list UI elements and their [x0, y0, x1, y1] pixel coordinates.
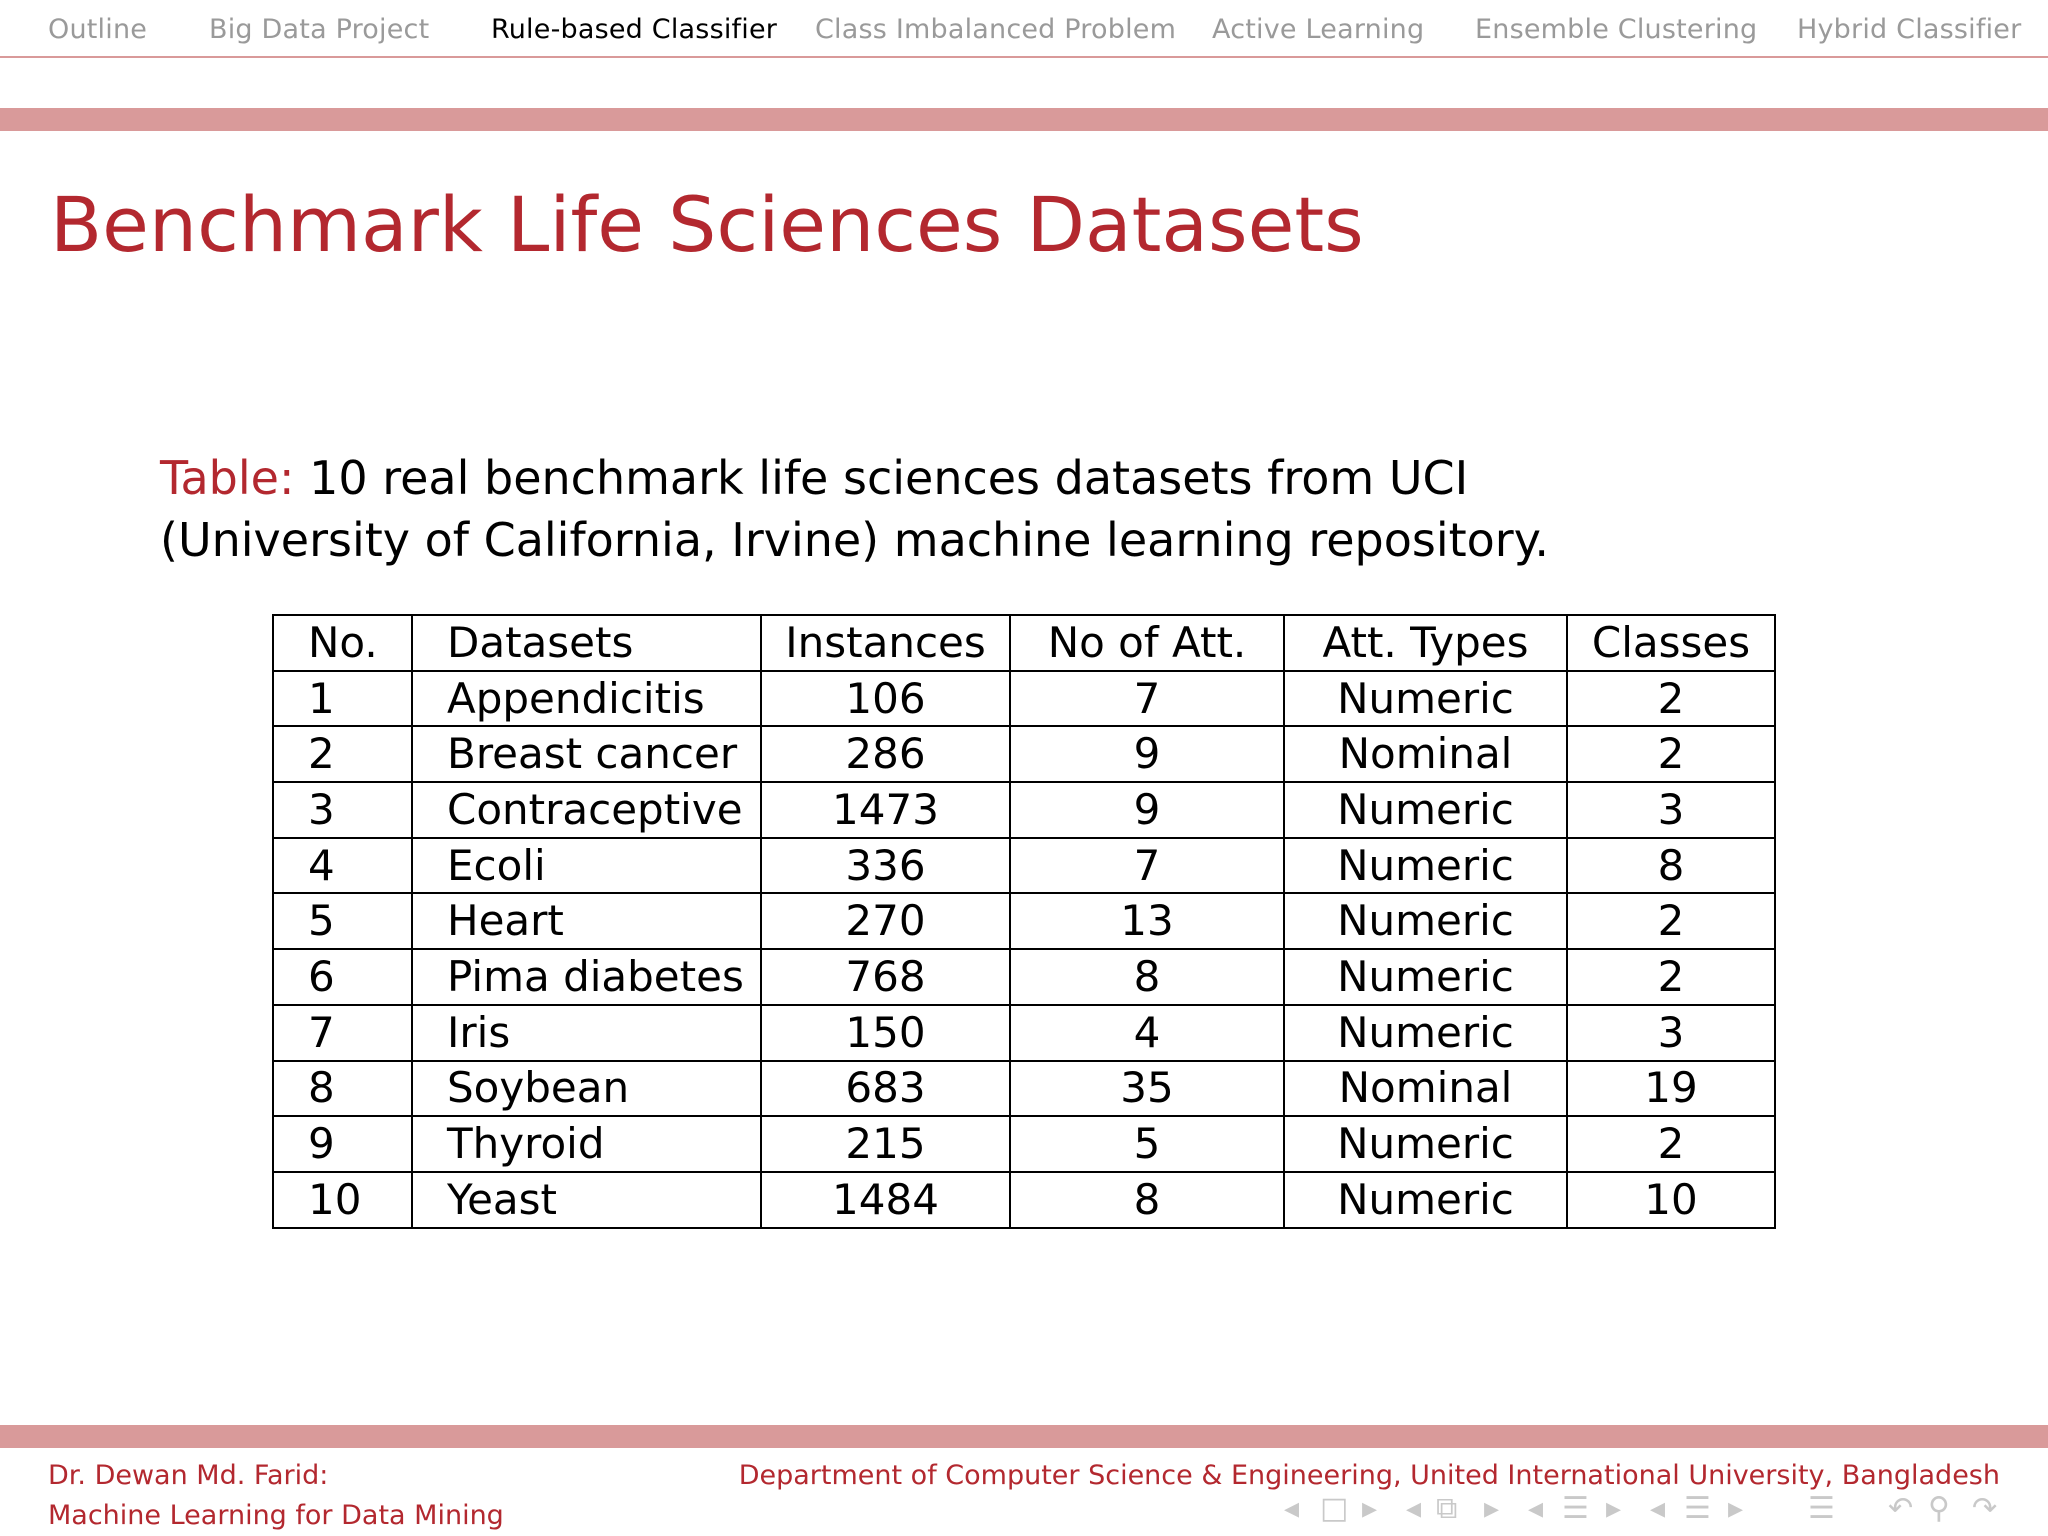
table-cell: 10 [273, 1172, 412, 1228]
table-cell: 336 [761, 838, 1010, 894]
table-cell: 683 [761, 1061, 1010, 1117]
table-cell: Ecoli [412, 838, 761, 894]
table-caption [160, 447, 1720, 571]
table-cell: 7 [1010, 671, 1284, 727]
table-cell: 2 [1567, 726, 1775, 782]
presentation-next-icon[interactable]: ▸ [1728, 1491, 1744, 1526]
presentation-prev-icon[interactable]: ◂ [1650, 1491, 1666, 1526]
table-cell: Yeast [412, 1172, 761, 1228]
table-cell: 6 [273, 949, 412, 1005]
search-icon[interactable]: ⚲ [1928, 1491, 1950, 1526]
table-row [273, 726, 1775, 782]
header-band [0, 108, 2048, 131]
table-cell: No. [273, 615, 412, 671]
subsection-icon[interactable]: ⧉ [1436, 1491, 1458, 1526]
table-cell: 10 [1567, 1172, 1775, 1228]
table-cell: Iris [412, 1005, 761, 1061]
table-cell: Pima diabetes [412, 949, 761, 1005]
presentation-icon[interactable]: ☰ [1684, 1491, 1711, 1526]
table-cell: No of Att. [1010, 615, 1284, 671]
table-cell: 9 [273, 1116, 412, 1172]
table-cell: 4 [273, 838, 412, 894]
footer-right [739, 1456, 2000, 1496]
table-cell: 270 [761, 893, 1010, 949]
table-row [273, 949, 1775, 1005]
table-cell: 2 [1567, 671, 1775, 727]
table-row [273, 782, 1775, 838]
table-cell: 215 [761, 1116, 1010, 1172]
table-row [273, 1116, 1775, 1172]
table-cell: Numeric [1284, 949, 1567, 1005]
table-cell: 1 [273, 671, 412, 727]
table-cell: Soybean [412, 1061, 761, 1117]
table-cell: 1473 [761, 782, 1010, 838]
caption-label: Table: [160, 451, 295, 505]
datasets-table [272, 614, 1776, 1229]
table-cell: 5 [1010, 1116, 1284, 1172]
table-cell: Thyroid [412, 1116, 761, 1172]
table-cell: Numeric [1284, 1005, 1567, 1061]
table-row [273, 1172, 1775, 1228]
forward-icon[interactable]: ↷ [1972, 1491, 1998, 1526]
section-navigation-bar [0, 0, 2048, 58]
table-header-row [273, 615, 1775, 671]
table-row [273, 671, 1775, 727]
footer-course: Machine Learning for Data Mining [48, 1500, 504, 1531]
table-row [273, 893, 1775, 949]
table-cell: 35 [1010, 1061, 1284, 1117]
table-cell: 7 [273, 1005, 412, 1061]
table-cell: 8 [1010, 1172, 1284, 1228]
table-cell: Classes [1567, 615, 1775, 671]
table-cell: 13 [1010, 893, 1284, 949]
appendix-icon[interactable]: ☰ [1808, 1491, 1835, 1526]
frame-next-icon[interactable]: ▸ [1362, 1491, 1378, 1526]
table-cell: Numeric [1284, 782, 1567, 838]
footer-author: Dr. Dewan Md. Farid: [48, 1460, 329, 1491]
nav-item-outline[interactable]: Outline [48, 14, 148, 45]
table-cell: Nominal [1284, 726, 1567, 782]
table-cell: 9 [1010, 726, 1284, 782]
section-prev-icon[interactable]: ◂ [1528, 1491, 1544, 1526]
nav-item-big-data-project[interactable]: Big Data Project [209, 14, 430, 45]
table-cell: Numeric [1284, 1172, 1567, 1228]
nav-item-class-imbalanced-problem[interactable]: Class Imbalanced Problem [815, 14, 1177, 45]
table-cell: Datasets [412, 615, 761, 671]
table-cell: 8 [1567, 838, 1775, 894]
caption-text: 10 real benchmark life sciences datasets from UCI (University of California, Irvine) machine learning repository. [160, 451, 1550, 567]
table-row [273, 1061, 1775, 1117]
table-cell: Numeric [1284, 838, 1567, 894]
footer-left [48, 1456, 504, 1536]
table-cell: Heart [412, 893, 761, 949]
table-cell: 286 [761, 726, 1010, 782]
table-cell: 8 [1010, 949, 1284, 1005]
subsection-prev-icon[interactable]: ◂ [1406, 1491, 1422, 1526]
table-cell: 3 [1567, 782, 1775, 838]
table-cell: 768 [761, 949, 1010, 1005]
table-cell: Nominal [1284, 1061, 1567, 1117]
table-cell: 2 [1567, 949, 1775, 1005]
frame-icon[interactable]: □ [1320, 1491, 1349, 1526]
slide-title: Benchmark Life Sciences Datasets [50, 180, 1364, 269]
table-cell: Numeric [1284, 893, 1567, 949]
nav-item-rule-based-classifier[interactable]: Rule-based Classifier [491, 14, 778, 45]
frame-prev-icon[interactable]: ◂ [1284, 1491, 1300, 1526]
table-cell: 19 [1567, 1061, 1775, 1117]
table-cell: 3 [1567, 1005, 1775, 1061]
table-cell: Att. Types [1284, 615, 1567, 671]
table-row [273, 1005, 1775, 1061]
table-cell: Appendicitis [412, 671, 761, 727]
footer-band [0, 1425, 2048, 1448]
table-cell: 106 [761, 671, 1010, 727]
table-row [273, 838, 1775, 894]
section-icon[interactable]: ☰ [1562, 1491, 1589, 1526]
table-cell: Contraceptive [412, 782, 761, 838]
table-cell: Breast cancer [412, 726, 761, 782]
table-cell: 2 [1567, 1116, 1775, 1172]
table-cell: 8 [273, 1061, 412, 1117]
nav-item-hybrid-classifier[interactable]: Hybrid Classifier [1797, 14, 2022, 45]
table-cell: 150 [761, 1005, 1010, 1061]
table-cell: 9 [1010, 782, 1284, 838]
table-cell: 2 [1567, 893, 1775, 949]
table-cell: 3 [273, 782, 412, 838]
subsection-next-icon[interactable]: ▸ [1484, 1491, 1500, 1526]
nav-item-ensemble-clustering[interactable]: Ensemble Clustering [1475, 14, 1758, 45]
table-cell: Numeric [1284, 1116, 1567, 1172]
table-cell: 5 [273, 893, 412, 949]
back-icon[interactable]: ↶ [1888, 1491, 1914, 1526]
table-cell: 4 [1010, 1005, 1284, 1061]
table-cell: 7 [1010, 838, 1284, 894]
section-next-icon[interactable]: ▸ [1606, 1491, 1622, 1526]
table-cell: 2 [273, 726, 412, 782]
table-cell: 1484 [761, 1172, 1010, 1228]
table-cell: Numeric [1284, 671, 1567, 727]
table-cell: Instances [761, 615, 1010, 671]
footer-department: Department of Computer Science & Engineering, United International University, Bangladesh [738, 1460, 2000, 1491]
nav-item-active-learning[interactable]: Active Learning [1212, 14, 1425, 45]
